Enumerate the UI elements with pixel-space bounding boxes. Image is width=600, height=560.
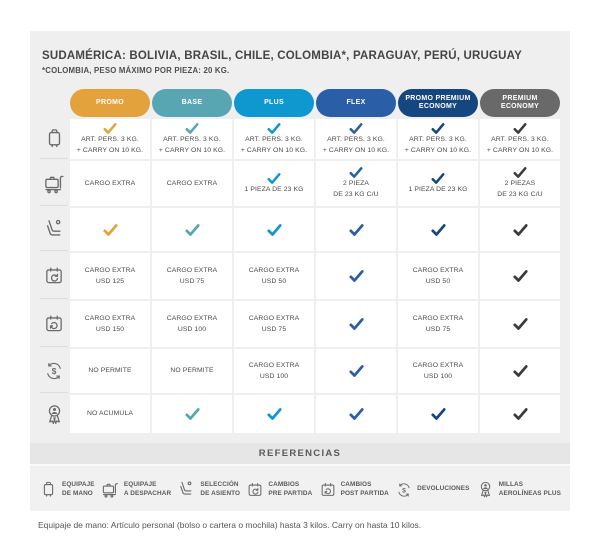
page-subtitle: *COLOMBIA, PESO MÁXIMO POR PIEZA: 20 KG. bbox=[42, 66, 230, 75]
baggage-trolley-icon bbox=[40, 161, 68, 206]
table-cell: ART. PERS. 3 KG. + CARRY ON 10 KG. bbox=[398, 119, 478, 159]
table-cell: CARGO EXTRA USD 100 bbox=[152, 301, 232, 347]
check-icon bbox=[267, 173, 281, 184]
table-cell bbox=[480, 395, 560, 433]
medal-miles-icon bbox=[40, 395, 68, 433]
table-cell: NO PERMITE bbox=[70, 349, 150, 393]
calendar-post-departure-icon bbox=[40, 301, 68, 347]
table-cell bbox=[480, 301, 560, 347]
table-cell: CARGO EXTRA bbox=[70, 161, 150, 206]
check-icon bbox=[185, 408, 200, 420]
table-cell bbox=[398, 208, 478, 251]
table-cell: ART. PERS. 3 KG. + CARRY ON 10 KG. bbox=[316, 119, 396, 159]
reference-equipaje-a-despachar: EQUIPAJE A DESPACHAR bbox=[101, 480, 171, 499]
table-cell: CARGO EXTRA USD 100 bbox=[398, 349, 478, 393]
table-cell: CARGO EXTRA USD 125 bbox=[70, 253, 150, 299]
table-cell bbox=[234, 208, 314, 251]
check-icon bbox=[513, 167, 527, 178]
calendar-pre-departure-icon bbox=[246, 481, 264, 499]
calendar-post-departure-icon bbox=[319, 481, 337, 499]
check-icon bbox=[349, 270, 364, 282]
reference-equipaje-de-mano: EQUIPAJE DE MANO bbox=[39, 480, 95, 499]
table-cell: 1 PIEZA DE 23 KG bbox=[234, 161, 314, 206]
check-icon bbox=[431, 408, 446, 420]
table-cell: CARGO EXTRA USD 100 bbox=[234, 349, 314, 393]
table-cell bbox=[316, 301, 396, 347]
check-icon bbox=[513, 408, 528, 420]
fare-pill-plus: PLUS bbox=[234, 89, 314, 117]
table-cell: ART. PERS. 3 KG. + CARRY ON 10 KG. bbox=[234, 119, 314, 159]
refund-dollar-icon bbox=[40, 349, 68, 393]
reference-cambios-post-partida: CAMBIOS POST PARTIDA bbox=[319, 481, 389, 499]
check-icon bbox=[103, 224, 118, 236]
table-cell: ART. PERS. 3 KG. + CARRY ON 10 KG. bbox=[480, 119, 560, 159]
table-cell: CARGO EXTRA USD 75 bbox=[234, 301, 314, 347]
table-cell: ART. PERS. 3 KG. + CARRY ON 10 KG. bbox=[70, 119, 150, 159]
table-cell bbox=[152, 208, 232, 251]
table-cell bbox=[152, 395, 232, 433]
table-cell: CARGO EXTRA USD 150 bbox=[70, 301, 150, 347]
table-cell: NO ACUMULA bbox=[70, 395, 150, 433]
check-icon bbox=[185, 123, 199, 134]
table-cell: ART. PERS. 3 KG. + CARRY ON 10 KG. bbox=[152, 119, 232, 159]
table-cell: NO PERMITE bbox=[152, 349, 232, 393]
table-cell: CARGO EXTRA USD 75 bbox=[152, 253, 232, 299]
check-icon bbox=[431, 123, 445, 134]
references-title: REFERENCIAS bbox=[30, 443, 570, 466]
table-cell: 2 PIEZA DE 23 KG C/U bbox=[316, 161, 396, 206]
check-icon bbox=[349, 318, 364, 330]
refund-dollar-icon bbox=[395, 481, 413, 499]
check-icon bbox=[431, 173, 445, 184]
reference-cambios-pre-partida: CAMBIOS PRE PARTIDA bbox=[246, 481, 312, 499]
references-legend bbox=[30, 468, 570, 511]
footer-note: Equipaje de mano: Artículo personal (bolso o cartera o mochila) hasta 3 kilos. Carry on hasta 10 kilos. bbox=[38, 520, 422, 530]
check-icon bbox=[513, 224, 528, 236]
check-icon bbox=[349, 408, 364, 420]
table-cell bbox=[316, 395, 396, 433]
page-title: SUDAMÉRICA: BOLIVIA, BRASIL, CHILE, COLOMBIA*, PARAGUAY, PERÚ, URUGUAY bbox=[42, 50, 522, 62]
seat-icon bbox=[40, 208, 68, 251]
reference-seleccion-de-asiento: SELECCIÓN DE ASIENTO bbox=[177, 480, 240, 499]
calendar-pre-departure-icon bbox=[40, 253, 68, 299]
check-icon bbox=[267, 408, 282, 420]
fare-table bbox=[40, 89, 560, 433]
check-icon bbox=[513, 270, 528, 282]
medal-miles-icon bbox=[476, 480, 495, 499]
check-icon bbox=[185, 224, 200, 236]
seat-icon bbox=[177, 480, 196, 499]
table-cell: CARGO EXTRA USD 75 bbox=[398, 301, 478, 347]
fare-pill-promo: PROMO bbox=[70, 89, 150, 117]
check-icon bbox=[513, 318, 528, 330]
table-cell bbox=[398, 395, 478, 433]
check-icon bbox=[349, 123, 363, 134]
table-cell: CARGO EXTRA USD 50 bbox=[398, 253, 478, 299]
fare-pill-flex: FLEX bbox=[316, 89, 396, 117]
table-cell bbox=[316, 253, 396, 299]
check-icon bbox=[349, 224, 364, 236]
check-icon bbox=[513, 365, 528, 377]
fare-pill-premium-economy: PREMIUM ECONOMY bbox=[480, 89, 560, 117]
table-cell: 1 PIEZA DE 23 KG bbox=[398, 161, 478, 206]
check-icon bbox=[349, 167, 363, 178]
table-cell bbox=[480, 208, 560, 251]
check-icon bbox=[267, 123, 281, 134]
fare-pill-promo-premium-economy: PROMO PREMIUM ECONOMY bbox=[398, 89, 478, 117]
carry-on-bag-icon bbox=[40, 119, 68, 159]
carry-on-bag-icon bbox=[39, 480, 58, 499]
table-cell: CARGO EXTRA bbox=[152, 161, 232, 206]
table-cell: 2 PIEZAS DE 23 KG C/U bbox=[480, 161, 560, 206]
reference-devoluciones: DEVOLUCIONES bbox=[395, 481, 469, 499]
table-cell bbox=[316, 208, 396, 251]
fare-pill-base: BASE bbox=[152, 89, 232, 117]
table-cell bbox=[234, 395, 314, 433]
check-icon bbox=[349, 365, 364, 377]
table-cell: CARGO EXTRA USD 50 bbox=[234, 253, 314, 299]
check-icon bbox=[431, 224, 446, 236]
check-icon bbox=[267, 224, 282, 236]
table-cell bbox=[70, 208, 150, 251]
table-cell bbox=[480, 349, 560, 393]
reference-millas-aerolineas-plus: MILLAS AEROLÍNEAS PLUS bbox=[476, 480, 561, 499]
table-cell bbox=[316, 349, 396, 393]
check-icon bbox=[513, 123, 527, 134]
table-cell bbox=[480, 253, 560, 299]
baggage-trolley-icon bbox=[101, 480, 120, 499]
fare-comparison-card bbox=[30, 31, 570, 511]
check-icon bbox=[103, 123, 117, 134]
table-corner bbox=[40, 89, 68, 117]
